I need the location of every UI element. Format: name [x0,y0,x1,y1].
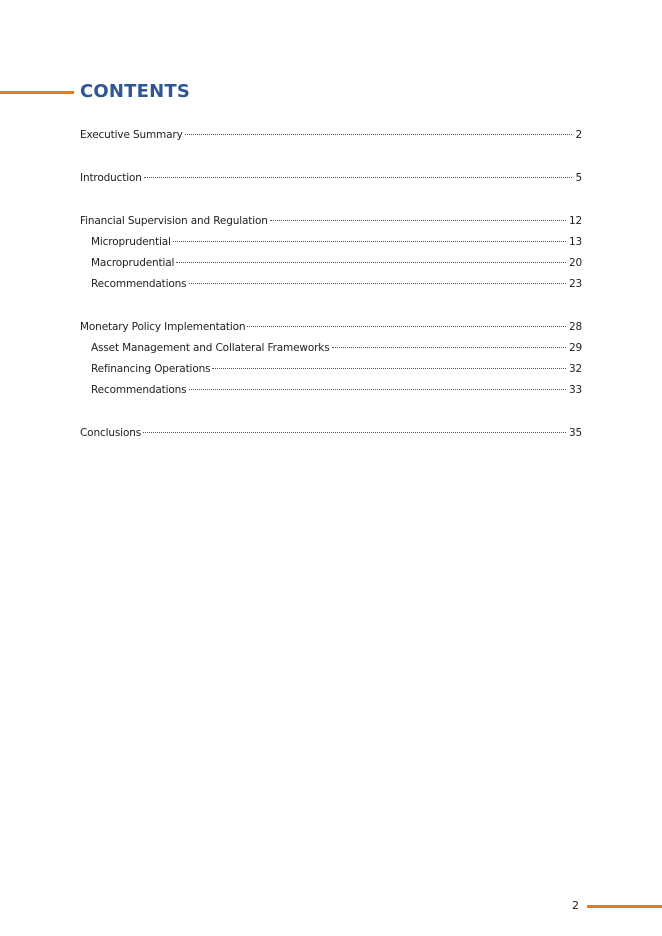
toc-entry-title: Financial Supervision and Regulation [80,215,268,227]
toc-dot-leader [173,241,566,242]
toc-entry-title: Conclusions [80,427,142,439]
table-of-contents [80,125,582,444]
toc-dot-leader [185,134,573,135]
toc-subentry[interactable] [80,253,582,274]
toc-dot-leader [189,389,566,390]
toc-entry-page: 2 [575,129,582,141]
toc-entry[interactable] [80,125,582,146]
toc-entry-title: Recommendations [91,384,187,396]
toc-subentry[interactable] [80,380,582,401]
toc-dot-leader [143,432,566,433]
toc-entry-page: 32 [568,363,582,375]
toc-entry-page: 23 [568,278,582,290]
toc-subentry[interactable] [80,274,582,295]
toc-entry-page: 29 [568,342,582,354]
toc-dot-leader [270,220,566,221]
footer-page-number: 2 [572,899,579,912]
toc-dot-leader [144,177,573,178]
toc-entry-title: Macroprudential [91,257,175,269]
heading-accent-rule [0,91,74,94]
toc-subentry[interactable] [80,232,582,253]
toc-entry-title: Microprudential [91,236,171,248]
toc-entry-title: Recommendations [91,278,187,290]
toc-dot-leader [212,368,566,369]
toc-entry-title: Executive Summary [80,129,183,141]
toc-entry[interactable] [80,168,582,189]
toc-entry-page: 35 [568,427,582,439]
toc-entry-title: Refinancing Operations [91,363,211,375]
toc-entry-title: Monetary Policy Implementation [80,321,246,333]
toc-entry-title: Asset Management and Collateral Frameworks [91,342,330,354]
toc-entry-page: 12 [568,215,582,227]
toc-dot-leader [189,283,566,284]
toc-entry-page: 13 [568,236,582,248]
toc-subentry[interactable] [80,359,582,380]
toc-entry[interactable] [80,211,582,232]
toc-dot-leader [332,347,566,348]
footer-accent-rule [587,905,662,908]
toc-entry-title: Introduction [80,172,142,184]
toc-dot-leader [247,326,566,327]
toc-entry-page: 20 [568,257,582,269]
toc-entry-page: 33 [568,384,582,396]
toc-entry[interactable] [80,317,582,338]
toc-subentry[interactable] [80,338,582,359]
toc-entry-page: 28 [568,321,582,333]
toc-entry[interactable] [80,423,582,444]
toc-dot-leader [176,262,566,263]
page-title: CONTENTS [80,81,191,102]
toc-entry-page: 5 [575,172,582,184]
